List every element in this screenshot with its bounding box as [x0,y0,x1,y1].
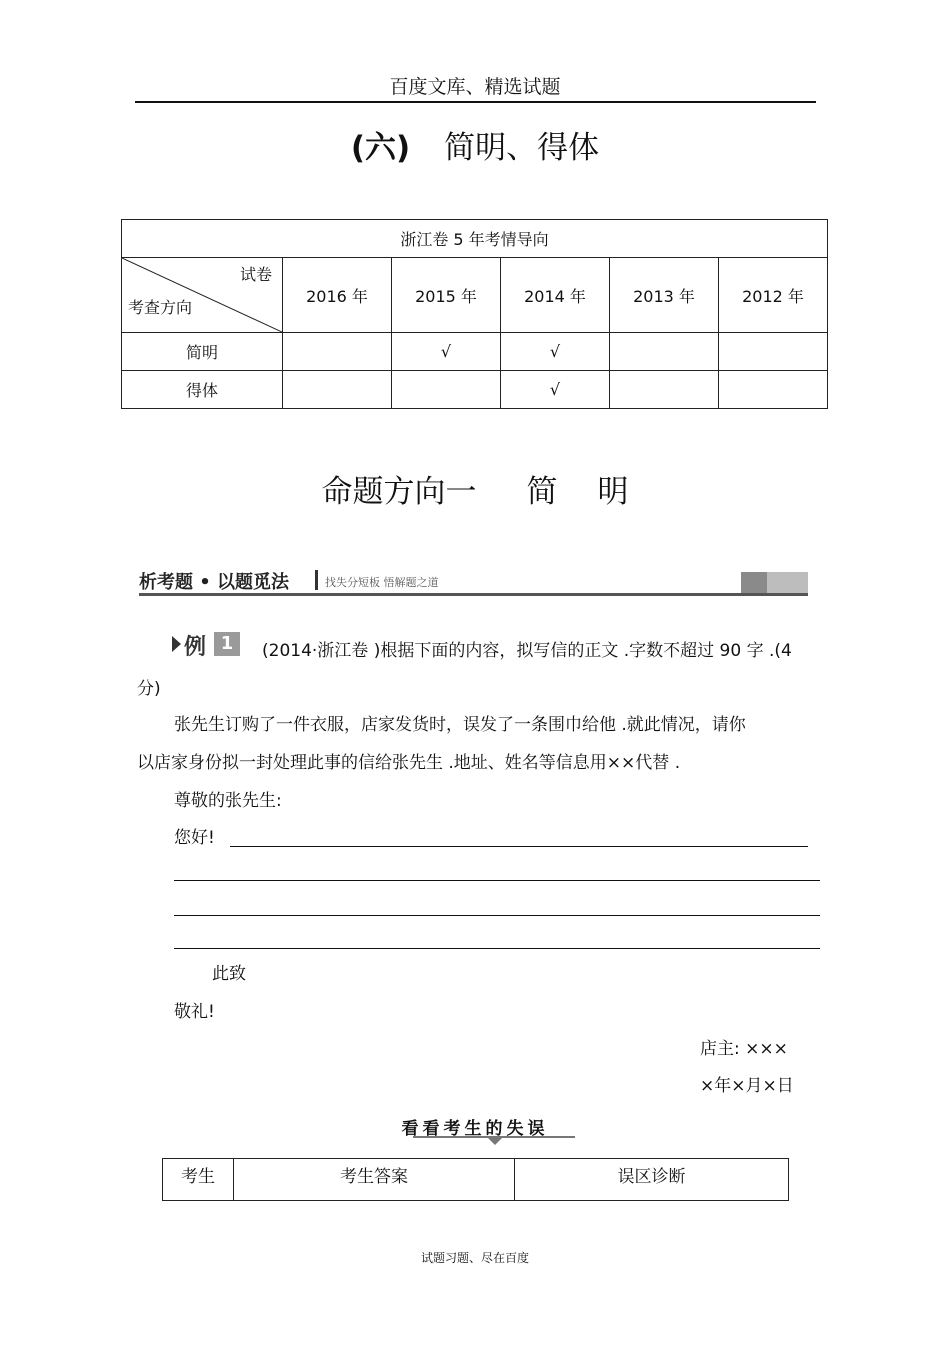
year-header: 2014 年 [501,258,610,333]
table-row [163,1159,789,1201]
letter-greeting: 您好! [174,828,215,848]
answer-line [174,880,820,881]
title-number: (六) [350,130,411,166]
banner-block-light [767,572,808,595]
example-paragraph-line1: 张先生订购了一件衣服，店家发货时，误发了一条围巾给他 .就此情况，请你 [174,715,746,735]
answer-line [230,846,808,847]
analysis-banner [139,566,808,596]
banner-block-dark [741,572,767,595]
example-question-line2: 分) [137,679,161,699]
exam-trend-table [121,219,828,409]
answer-line [174,948,820,949]
fault-table [162,1158,789,1201]
letter-date: ×年×月×日 [700,1076,794,1096]
year-header: 2013 年 [610,258,719,333]
table-cell [392,371,501,409]
title-text: 简明、得体 [444,130,600,166]
fault-header: 考生 [163,1159,234,1201]
table-cell: √ [501,333,610,371]
letter-closing: 此致 [212,964,246,984]
example-label: 例 [184,635,207,660]
banner-underline [139,593,808,596]
page-footer: 试题习题、尽在百度 [420,1251,529,1265]
table-corner-cell [122,258,283,333]
example-paragraph-line2: 以店家身份拟一封处理此事的信给张先生 .地址、姓名等信息用××代替 . [137,753,681,773]
table-cell [283,371,392,409]
example-number: 1 [214,632,240,656]
table-cell [719,371,828,409]
fault-header: 考生答案 [234,1159,515,1201]
year-header: 2015 年 [392,258,501,333]
table-cell [610,333,719,371]
year-header: 2012 年 [719,258,828,333]
year-header: 2016 年 [283,258,392,333]
corner-top-label: 试卷 [239,265,272,284]
table-cell: √ [501,371,610,409]
section-heading [0,466,950,511]
page-header: 百度文库、精选试题 [389,76,561,98]
triangle-icon [172,636,181,652]
example-badge [172,630,242,658]
table-row [122,371,828,409]
letter-salutation: 尊敬的张先生: [174,791,282,811]
table-cell [719,333,828,371]
section-part3: 明 [597,474,629,510]
letter-signature: 店主: ××× [700,1039,788,1059]
banner-title: 析考题 • 以题觅法 [139,572,290,593]
down-arrow-icon [487,1137,503,1145]
letter-regards: 敬礼! [174,1002,215,1022]
answer-line [174,915,820,916]
table-cell: √ [392,333,501,371]
section-part2: 简 [526,474,558,510]
fault-section-title: 看看考生的失误 [401,1119,549,1139]
fault-header: 误区诊断 [515,1159,789,1201]
corner-bottom-label: 考查方向 [128,298,193,317]
example-question-line1: (2014·浙江卷 )根据下面的内容，拟写信的正文 .字数不超过 90 字 .(4 [262,641,792,661]
section-part1: 命题方向一 [321,474,477,510]
banner-subtitle: 找失分短板 悟解题之道 [325,576,439,589]
table-row [122,333,828,371]
table-cell [283,333,392,371]
page-title [0,122,950,167]
header-divider [135,101,816,103]
table-cell [610,371,719,409]
table-caption: 浙江卷 5 年考情导向 [122,220,828,258]
banner-divider [315,570,318,590]
row-label: 简明 [122,333,283,371]
row-label: 得体 [122,371,283,409]
